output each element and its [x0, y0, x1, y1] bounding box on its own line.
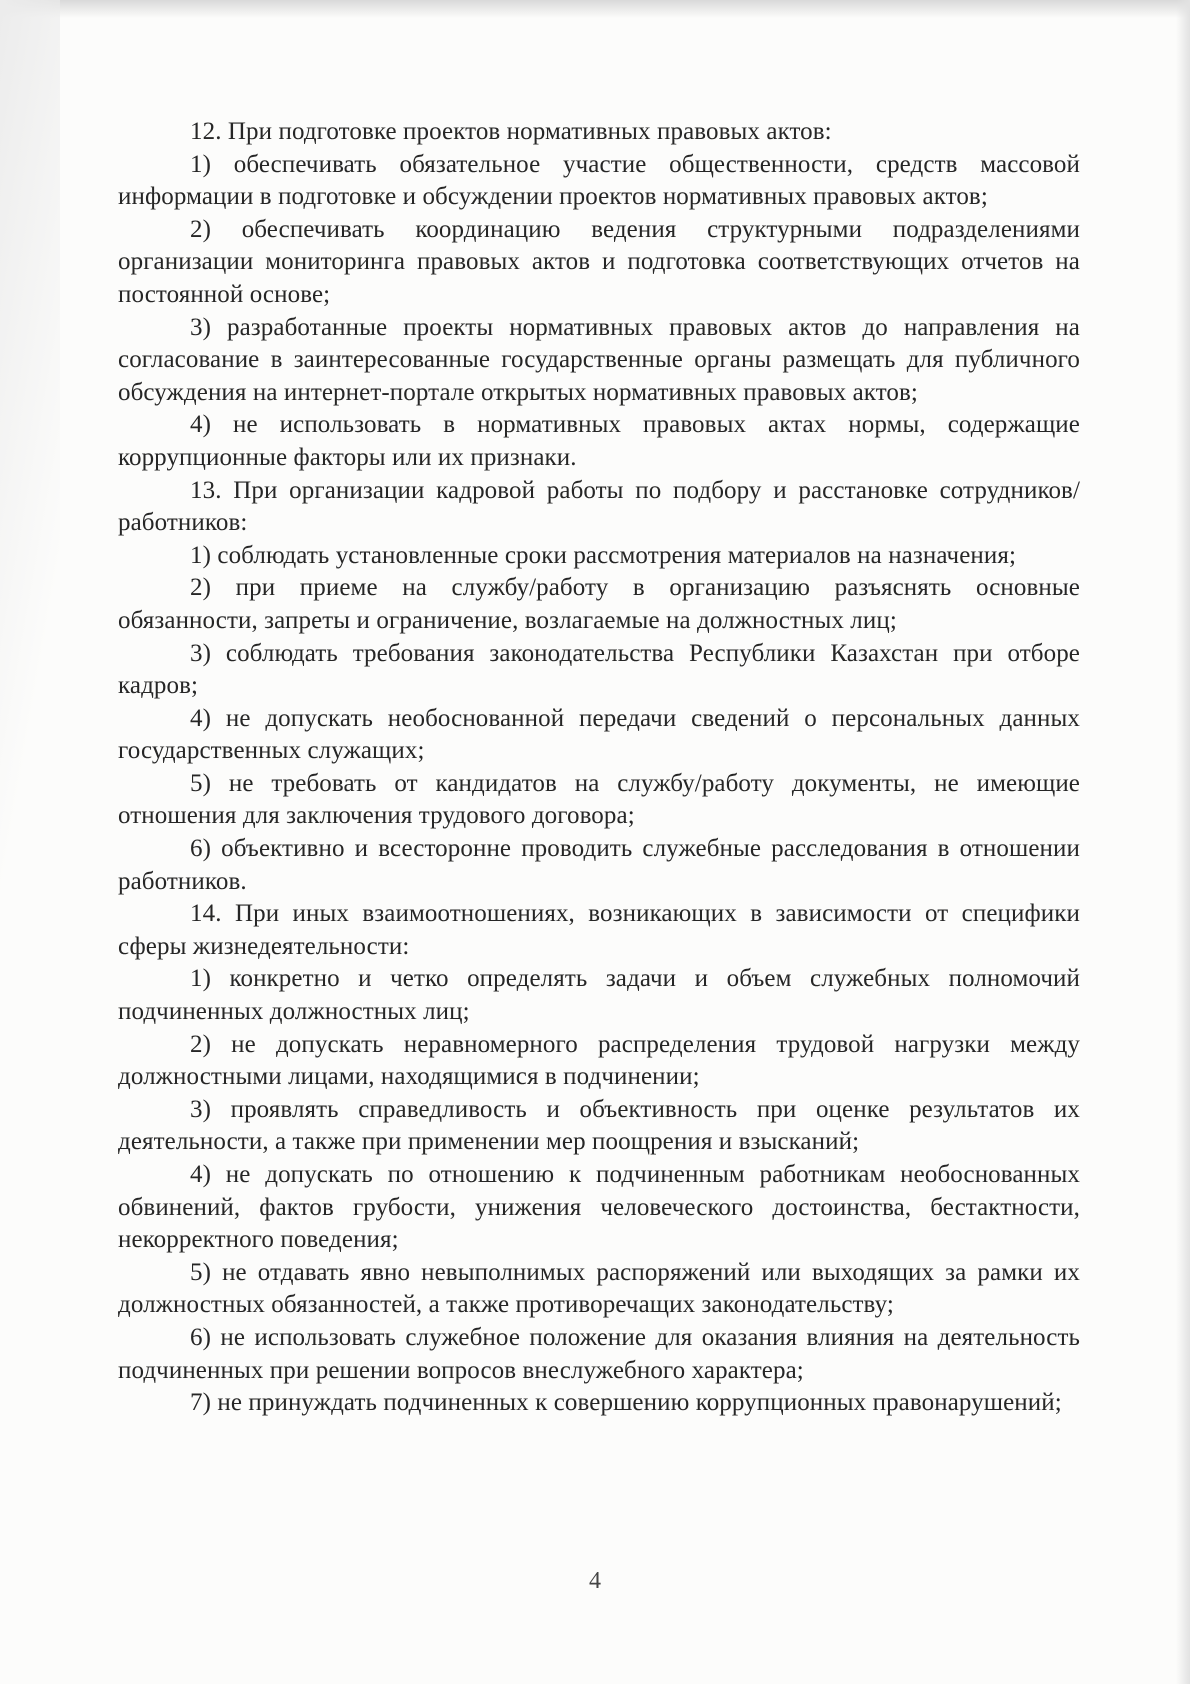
document-body: [118, 116, 1080, 1420]
paragraph: 4) не допускать необоснованной передачи сведений о персональных данных государственных служащих;: [118, 704, 1080, 765]
paragraph: 14. При иных взаимоотношениях, возникающих в зависимости от специфики сферы жизнедеятельности:: [118, 900, 1080, 960]
scan-top-shadow: [0, 0, 1190, 18]
paragraph: 4) не использовать в нормативных правовых актах нормы, содержащие коррупционные факторы или их признаки.: [118, 411, 1080, 471]
page-number: 4: [589, 1568, 601, 1594]
paragraph: 5) не отдавать явно невыполнимых распоряжений или выходящих за рамки их должностных обязанностей, а также противоречащих законодательству;: [118, 1258, 1080, 1319]
paragraph: 3) соблюдать требования законодательства Республики Казахстан при отборе кадров;: [118, 639, 1080, 700]
paragraph: 1) конкретно и четко определять задачи и объем служебных полномочий подчиненных должностных лиц;: [118, 965, 1080, 1026]
paragraph: 2) при приеме на службу/работу в организацию разъяснять основные обязанности, запреты и ограничение, возлагаемые на должностных лиц;: [118, 574, 1080, 634]
paragraph: 3) разработанные проекты нормативных правовых актов до направления на согласование в заинтересованные государственные органы размещать для публичного обсуждения на интернет-портале открытых нормативных правовых актов;: [118, 313, 1080, 406]
paragraph: 4) не допускать по отношению к подчиненным работникам необоснованных обвинений, фактов грубости, унижения человеческого достоинства, бестактности, некорректного поведения;: [118, 1161, 1080, 1254]
paragraph: 3) проявлять справедливость и объективность при оценке результатов их деятельности, а также при применении мер поощрения и взысканий;: [118, 1095, 1080, 1156]
scan-left-shadow: [0, 0, 60, 1684]
paragraph: 1) соблюдать установленные сроки рассмотрения материалов на назначения;: [190, 541, 1016, 569]
paragraph: 13. При организации кадровой работы по подбору и расстановке сотрудников/работников:: [118, 476, 1080, 537]
scan-right-shadow: [1176, 0, 1190, 1684]
paragraph: 5) не требовать от кандидатов на службу/работу документы, не имеющие отношения для заключения трудового договора;: [118, 769, 1080, 830]
paragraph: 12. При подготовке проектов нормативных правовых актов:: [190, 118, 832, 145]
paragraph: 2) обеспечивать координацию ведения структурными подразделениями организации мониторинга правовых актов и подготовка соответствующих отчетов на постоянной основе;: [118, 215, 1080, 308]
paragraph: 7) не принуждать подчиненных к совершению коррупционных правонарушений;: [190, 1389, 1062, 1417]
paragraph: 6) объективно и всесторонне проводить служебные расследования в отношении работников.: [118, 835, 1080, 895]
paragraph: 6) не использовать служебное положение для оказания влияния на деятельность подчиненных при решении вопросов внеслужебного характера;: [118, 1323, 1080, 1384]
paragraph: 2) не допускать неравномерного распределения трудовой нагрузки между должностными лицами, находящимися в подчинении;: [118, 1030, 1080, 1091]
paragraph: 1) обеспечивать обязательное участие общественности, средств массовой информации в подготовке и обсуждении проектов нормативных правовых актов;: [118, 150, 1080, 211]
